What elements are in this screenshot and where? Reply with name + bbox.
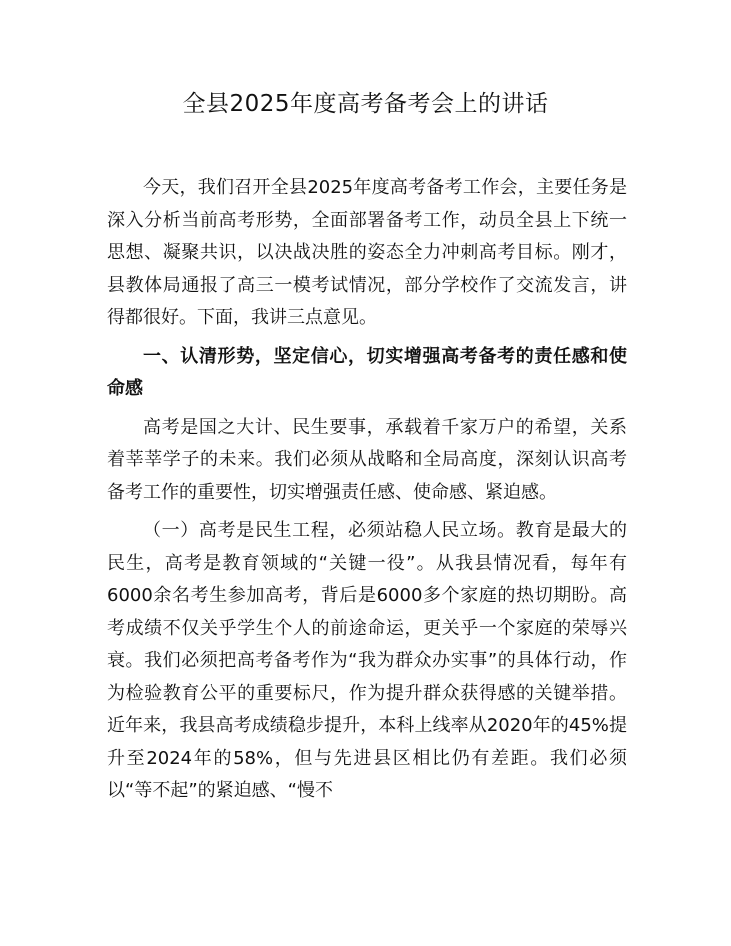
section-heading-1: 一、认清形势，坚定信心，切实增强高考备考的责任感和使命感 (107, 345, 627, 399)
document-body (107, 172, 627, 814)
document-title: 全县2025年度高考备考会上的讲话 (182, 91, 549, 117)
section-1-paragraph: 高考是国之大计、民生要事，承载着千家万户的希望，关系着莘莘学子的未来。我们必须从战略和全局高度，深刻认识高考备考工作的重要性，切实增强责任感、使命感、紧迫感。 (107, 416, 627, 503)
subsection-1-paragraph: （一）高考是民生工程，必须站稳人民立场。教育是最大的民生，高考是教育领域的“关键一役”。从我县情况看，每年有6000余名考生参加高考，背后是6000多个家庭的热切期盼。高考成绩不仅关乎学生个人的前途命运，更关乎一个家庭的荣辱兴衰。我们必须把高考备考作为“我为群众办实事”的具体行动，作为检验教育公平的重要标尺，作为提升群众获得感的关键举措。近年来，我县高考成绩稳步提升，本科上线率从2020年的45%提升至2024年的58%，但与先进县区相比仍有差距。我们必须以“等不起”的紧迫感、“慢不 (107, 520, 627, 801)
intro-paragraph: 今天，我们召开全县2025年度高考备考工作会，主要任务是深入分析当前高考形势，全面部署备考工作，动员全县上下统一思想、凝聚共识，以决战决胜的姿态全力冲刺高考目标。刚才，县教体局通报了高三一模考试情况，部分学校作了交流发言，讲得都很好。下面，我讲三点意见。 (107, 177, 627, 328)
